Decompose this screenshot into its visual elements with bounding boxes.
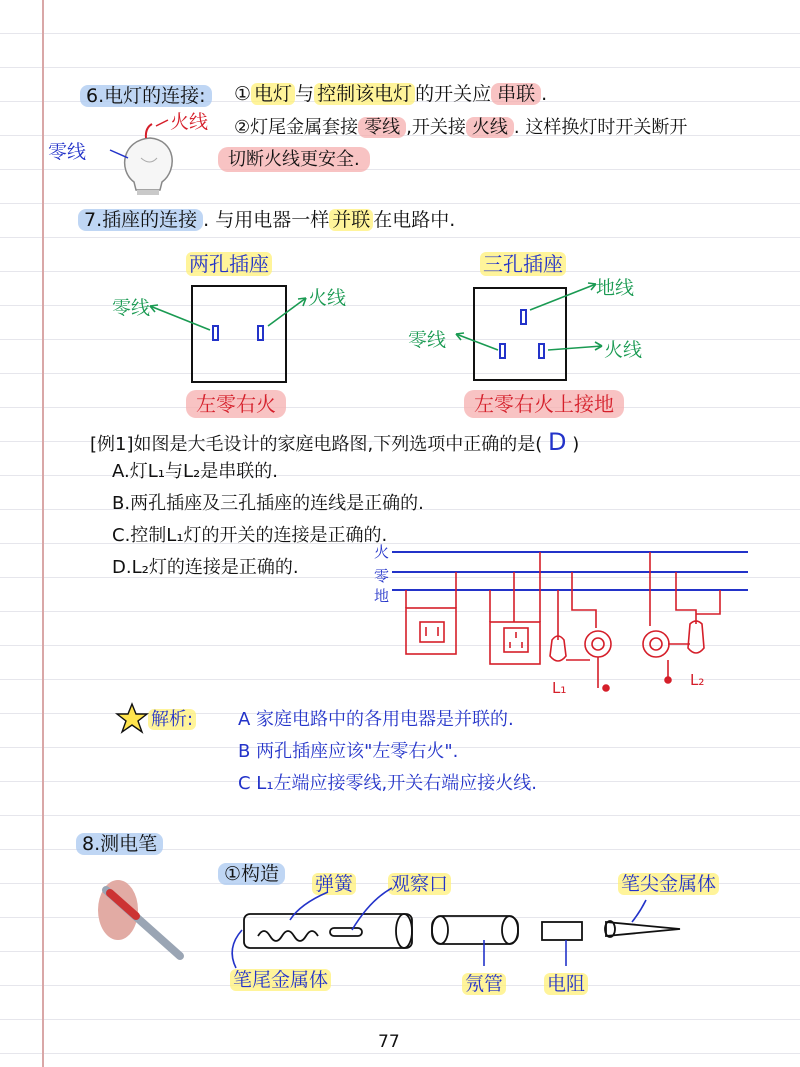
rule-1-lamp: 电灯 [251, 83, 295, 105]
window-label-text: 观察口 [388, 873, 451, 895]
rule-2-e: . 这样换灯时开关断开 [513, 117, 688, 138]
section-7-desc-c: 在电路中. [373, 209, 456, 231]
two-hole-title-text: 两孔插座 [186, 252, 272, 276]
option-a: A.灯L₁与L₂是串联的. [112, 461, 278, 482]
two-hole-socket [150, 286, 306, 382]
three-hole-ground-label: 地线 [596, 277, 635, 299]
three-hole-fire-label: 火线 [604, 339, 643, 361]
rule-1-series: 串联 [491, 83, 541, 105]
option-c: C.控制L₁灯的开关的连接是正确的. [112, 525, 388, 546]
circuit-switch-1 [585, 631, 611, 657]
analysis-line-c: C L₁左端应接零线,开关右端应接火线. [238, 773, 537, 794]
section-7-title-text: 7.插座的连接 [78, 209, 203, 231]
neon-label-text: 氖管 [462, 973, 506, 995]
rule-2-c: ,开关接 [406, 117, 466, 138]
light-bulb-icon [110, 120, 172, 195]
three-hole-title-text: 三孔插座 [480, 252, 566, 276]
rule-1-end: . [541, 83, 548, 105]
rule-2-fire: 火线 [466, 117, 514, 138]
section-8-title-text: 8.测电笔 [76, 833, 163, 855]
three-hole-socket [456, 283, 602, 380]
pen-label-arrows [232, 888, 646, 968]
rule-1-control: 控制该电灯 [314, 83, 415, 105]
resistor-label-text: 电阻 [544, 973, 588, 995]
section-6-title-text: 6.电灯的连接: [80, 85, 212, 107]
two-hole-fire-label: 火线 [308, 287, 347, 309]
rule-3-safety: 切断火线更安全. [218, 147, 370, 172]
option-b: B.两孔插座及三孔插座的连线是正确的. [112, 493, 424, 514]
bulb-zero-label: 零线 [48, 141, 87, 163]
analysis-line-a: A 家庭电路中的各用电器是并联的. [238, 709, 514, 730]
example-question-text: 如图是大毛设计的家庭电路图,下列选项中正确的是( [133, 434, 543, 455]
test-pen-structure [244, 914, 680, 948]
star-icon [117, 704, 147, 732]
tip-label-text: 笔尖金属体 [618, 873, 719, 895]
section-7-desc-a: . 与用电器一样 [203, 209, 330, 231]
option-d: D.L₂灯的连接是正确的. [112, 557, 299, 578]
three-hole-zero-label: 零线 [408, 329, 447, 351]
circuit-switch-2 [643, 631, 669, 657]
rule-2-zero: 零线 [358, 117, 406, 138]
page-number: 77 [378, 1032, 400, 1052]
two-hole-rule-text: 左零右火 [186, 390, 286, 418]
rule-1-and: 与 [295, 83, 315, 105]
analysis-line-b: B 两孔插座应该"左零右火". [238, 741, 459, 762]
tail-label-text: 笔尾金属体 [230, 969, 331, 991]
pen-structure-text: ①构造 [218, 863, 285, 885]
example-question-end: ) [572, 434, 580, 455]
rule-1-switch: 的开关应 [415, 83, 492, 105]
lamp-l1-label: L₁ [552, 679, 567, 697]
section-7-parallel: 并联 [329, 209, 373, 231]
wire-fire-label: 火 [374, 543, 390, 561]
analysis-label-text: 解析: [148, 709, 196, 730]
wire-ground-label: 地 [374, 587, 390, 605]
rule-1-num: ① [234, 83, 252, 105]
three-hole-rule-text: 左零右火上接地 [464, 390, 624, 418]
two-hole-zero-label: 零线 [112, 297, 151, 319]
test-pen-photo-icon [98, 880, 180, 956]
example-answer: D [547, 428, 567, 456]
example-prefix: [例1] [90, 434, 134, 455]
household-circuit-diagram [392, 552, 748, 691]
circuit-lamp-l2 [688, 621, 704, 653]
spring-label-text: 弹簧 [312, 873, 356, 895]
rule-2-a: ②灯尾金属套接 [234, 117, 359, 138]
wire-zero-label: 零 [374, 567, 390, 585]
circuit-two-hole-socket [406, 608, 456, 654]
lamp-l2-label: L₂ [690, 671, 705, 689]
bulb-fire-label: 火线 [170, 111, 209, 133]
